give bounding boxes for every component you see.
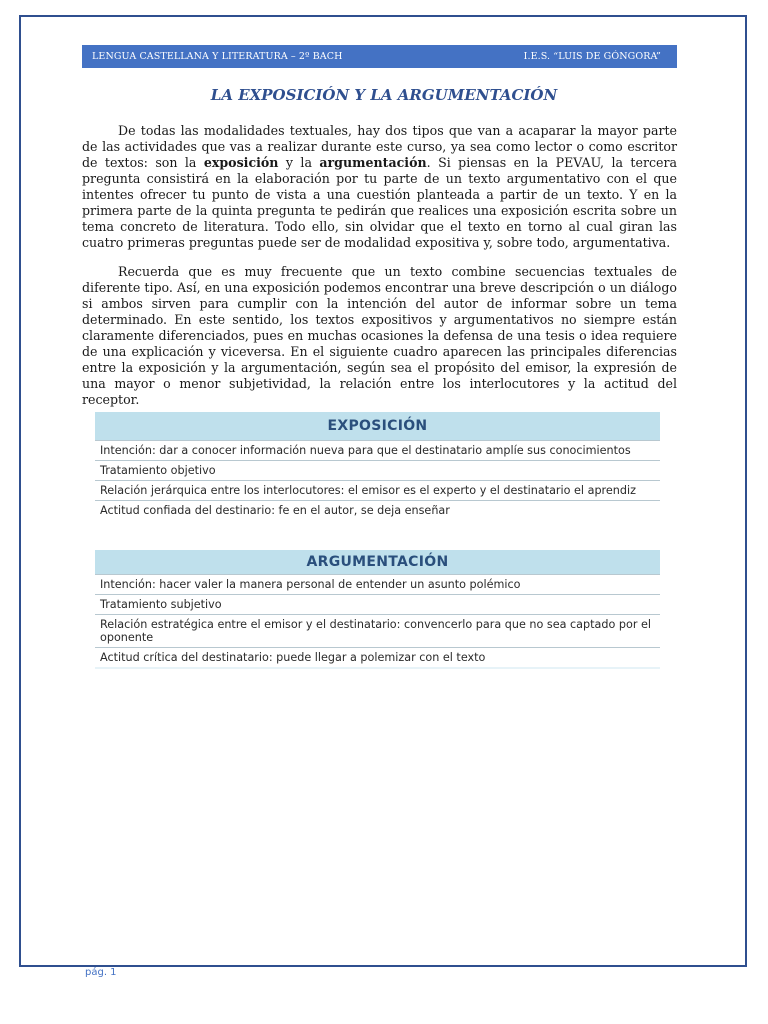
table-row: Tratamiento subjetivo [95, 594, 660, 614]
bold-term-exposicion: exposición [203, 155, 279, 170]
table-exposicion-title: EXPOSICIÓN [95, 412, 660, 440]
document-title: LA EXPOSICIÓN Y LA ARGUMENTACIÓN [210, 86, 558, 104]
page-header [82, 45, 677, 68]
table-argumentacion [95, 550, 660, 669]
table-row: Intención: hacer valer la manera personal de entender un asunto polémico [95, 574, 660, 594]
table-row: Relación jerárquica entre los interlocutores: el emisor es el experto y el destinatario el aprendiz [95, 480, 660, 500]
paragraph-secuencias [82, 264, 677, 408]
table-row: Actitud confiada del destinario: fe en el autor, se deja enseñar [95, 500, 660, 520]
table-row: Relación estratégica entre el emisor y el destinatario: convencerlo para que no sea captado por el oponente [95, 614, 660, 647]
paragraph-intro-text-2: y la [278, 155, 320, 170]
paragraph-intro-text-1: De todas las modalidades textuales, hay dos tipos que van a acaparar la mayor parte de las actividades que vas a realizar durante este curso, ya sea como lector o como escritor de textos: son la [82, 123, 677, 170]
header-subject: LENGUA CASTELLANA Y LITERATURA – 2º BACH [92, 51, 343, 62]
table-row: Actitud crítica del destinatario: puede llegar a polemizar con el texto [95, 647, 660, 667]
bold-term-argumentacion: argumentación [319, 155, 427, 170]
table-argumentacion-title: ARGUMENTACIÓN [95, 550, 660, 574]
paragraph-intro [82, 123, 677, 251]
paragraph-intro-text-3: . Si piensas en la PEVAU, la tercera pregunta consistirá en la elaboración por tu parte de un texto argumentativo con el que intentes ofrecer tu punto de vista a una cuestión planteada a partir de un texto. Y en la primera parte de la quinta pregunta te pedirán que realices una exposición escrita sobre un tema concreto de literatura. Todo ello, sin olvidar que el texto en torno al cual giran las cuatro primeras preguntas puede ser de modalidad expositiva y, sobre todo, argumentativa. [82, 155, 677, 250]
page-number: pág. 1 [85, 967, 117, 978]
header-school: I.E.S. “LUIS DE GÓNGORA” [523, 51, 661, 62]
table-exposicion [95, 412, 660, 519]
paragraph-secuencias-text: Recuerda que es muy frecuente que un texto combine secuencias textuales de diferente tipo. Así, en una exposición podemos encontrar una breve descripción o un diálogo si ambos sirven para cumplir con la intención del autor de informar sobre un tema determinado. En este sentido, los textos expositivos y argumentativos no siempre están claramente diferenciados, pues en muchas ocasiones la defensa de una tesis o idea requiere de una explicación y viceversa. En el siguiente cuadro aparecen las principales diferencias entre la exposición y la argumentación, según sea el propósito del emisor, la expresión de una mayor o menor subjetividad, la relación entre los interlocutores y la actitud del receptor. [82, 264, 677, 407]
table-row: Intención: dar a conocer información nueva para que el destinatario amplíe sus conocimientos [95, 440, 660, 460]
table-row: Tratamiento objetivo [95, 460, 660, 480]
